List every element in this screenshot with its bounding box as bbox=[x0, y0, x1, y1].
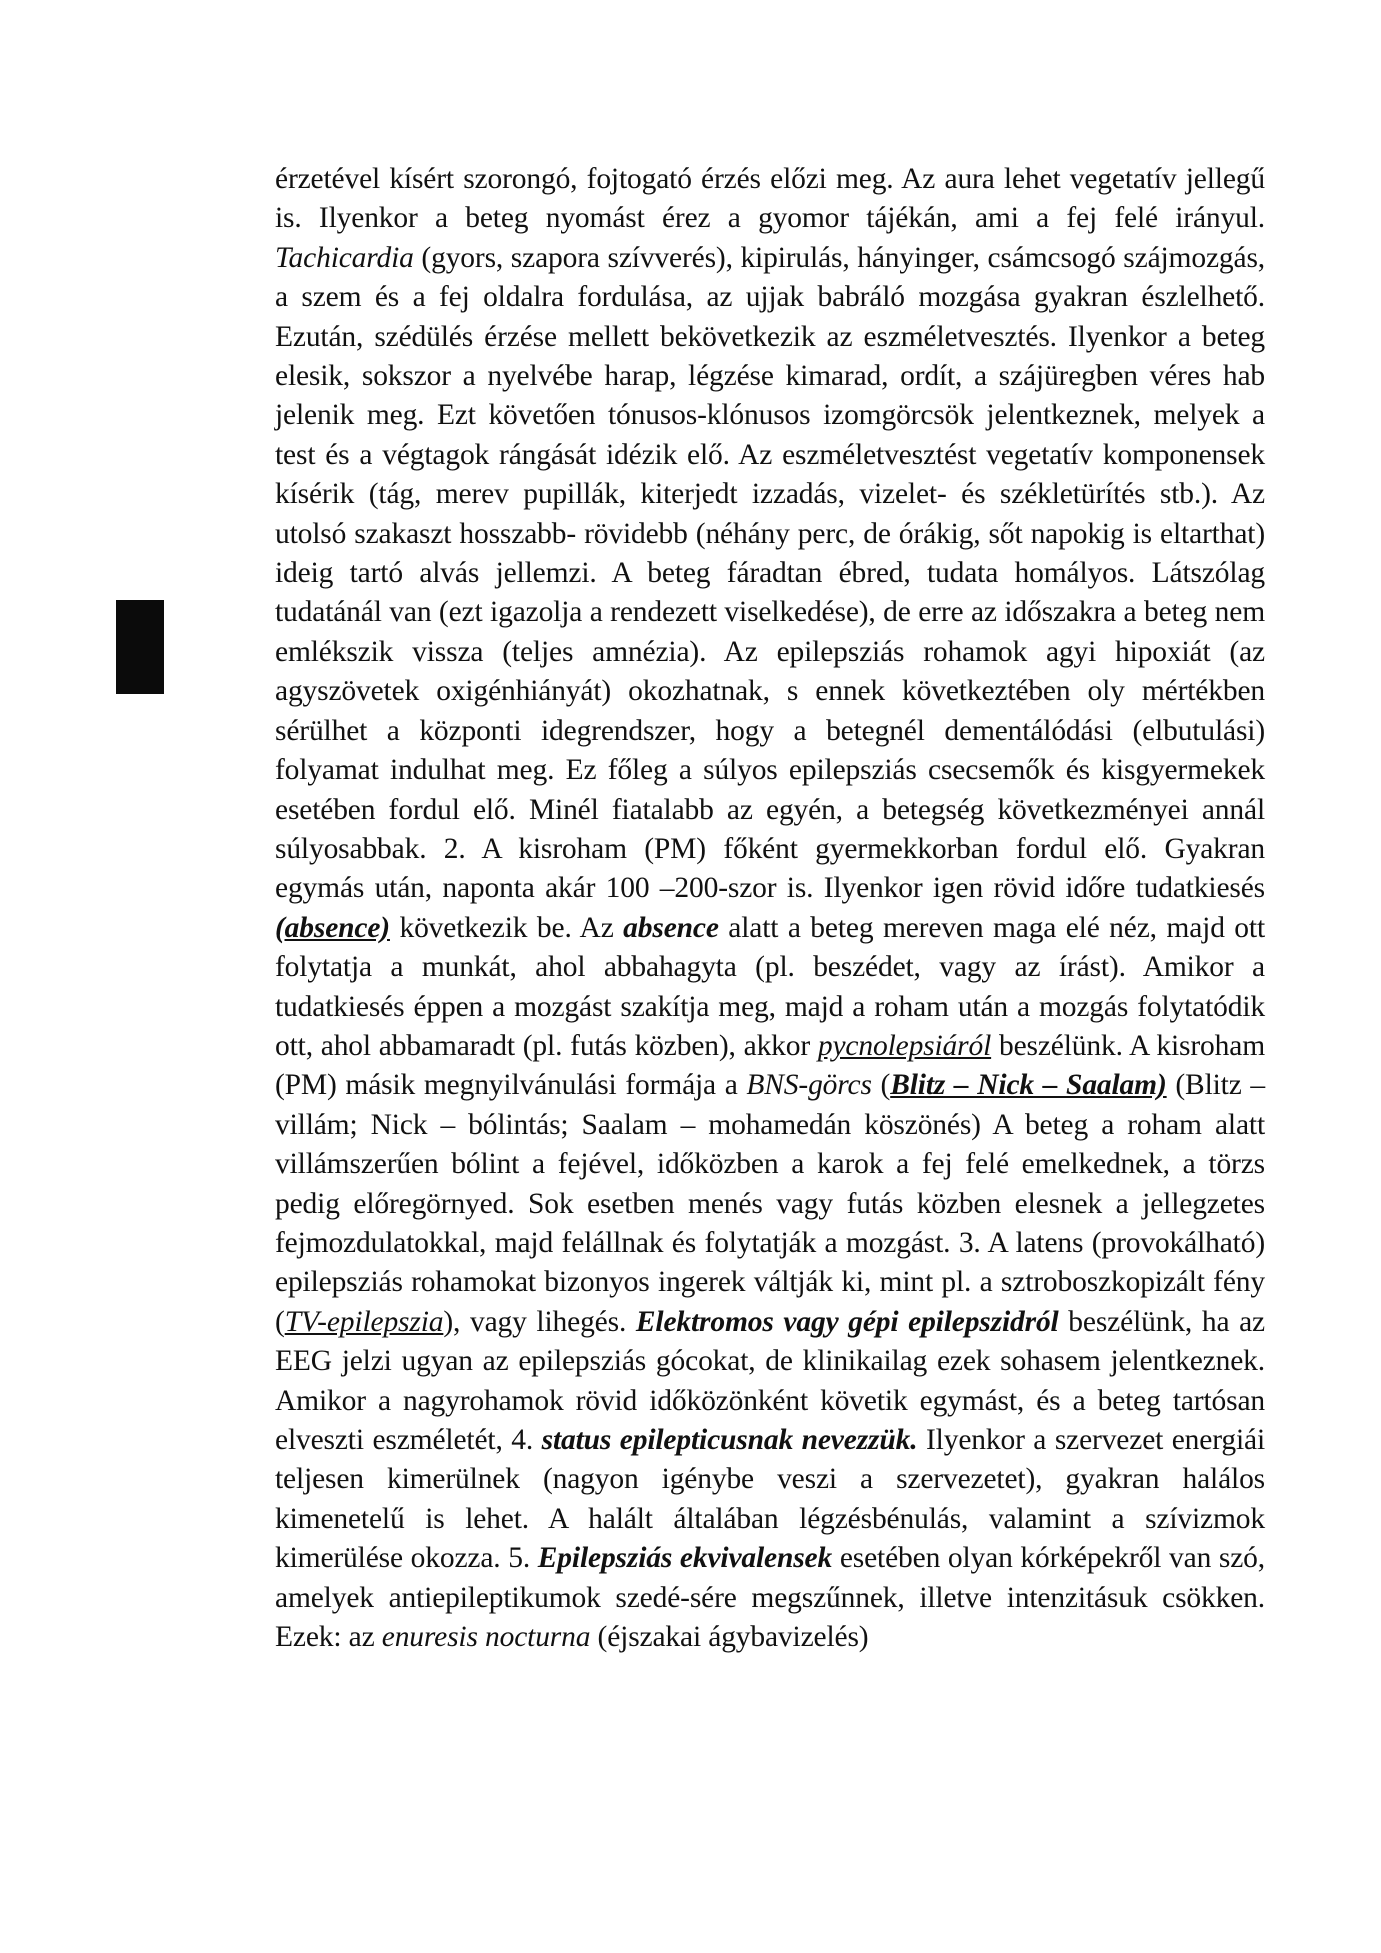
emphasized-term: BNS-görcs bbox=[746, 1069, 872, 1102]
emphasized-term: Tachicardia bbox=[275, 241, 414, 274]
emphasized-term: pycnolepsiáról bbox=[817, 1029, 992, 1062]
paragraph bbox=[275, 160, 1265, 1657]
text-run: beszélünk, ha az EEG jelzi ugyan az epilepsziás gócokat, de klinikailag ezek sohasem jelentkeznek. Amikor a nagyrohamok rövid időközönként követik egymást, és a beteg tartósan elveszti eszméletét, 4. bbox=[275, 1305, 1265, 1456]
emphasized-term: Blitz – Nick – Saalam) bbox=[890, 1069, 1167, 1102]
text-run: érzetével kísért szorongó, fojtogató érzés előzi meg. Az aura lehet vegetatív jellegű is. Ilyenkor a beteg nyomást érez a gyomor tájékán, ami a fej felé irányul. bbox=[275, 163, 1265, 235]
underlined-term bbox=[275, 912, 390, 944]
text-run: (Blitz – villám; Nick – bólintás; Saalam – mohamedán köszönés) A beteg a roham alatt villámszerűen bólint a fejével, időközben a karok a fej felé emelkednek, a törzs pedig előregörnyed. Sok esetben menés vagy futás közben elesnek a jellegzetes fejmozdulatokkal, majd felállnak és folytatják a mozgást. 3. A latens (provokálható) epilepsziás rohamokat bizonyos ingerek váltják ki, mint pl. a sztroboszkopizált fény ( bbox=[275, 1069, 1265, 1338]
text-run: (gyors, szapora szívverés), kipirulás, hányinger, csámcsogó szájmozgás, a szem és a fej oldalra fordulása, az ujjak babráló mozgása gyakran észlelhető. Ezután, szédülés érzése mellett bekövetkezik az eszméletvesztés. Ilyenkor a beteg elesik, sokszor a nyelvébe harap, légzése kimarad, ordít, a szájüregben véres hab jelenik meg. Ezt követően tónusos-klónusos izomgörcsök jelentkeznek, melyek a test és a végtagok rángását idézik elő. Az eszméletvesztést vegetatív komponensek kísérik (tág, merev pupillák, kiterjedt izzadás, vizelet- és székletürítés stb.). Az utolsó szakaszt hosszabb- rövidebb (néhány perc, de órákig, sőt napokig is eltarthat) ideig tartó alvás jellemzi. A beteg fáradtan ébred, tudata homályos. Látszólag tudatánál van (ezt igazolja a rendezett viselkedése), de erre az időszakra a beteg nem emlékszik vissza (teljes amnézia). Az epilepsziás rohamok agyi hipoxiát (az agyszövetek oxigénhiányát) okozhatnak, s ennek következtében oly mértékben sérülhet a központi idegrendszer, hogy a betegnél dementálódási (elbutulási) folyamat indulhat meg. Ez főleg a súlyos epilepsziás csecsemők és kisgyermekek esetében fordul elő. Minél fiatalabb az egyén, a betegség következményei annál súlyosabbak. 2. A kisroham (PM) főként gyermekkorban fordul elő. Gyakran egymás után, naponta akár 100 –200-szor is. Ilyenkor igen rövid időre tudatkiesés bbox=[275, 241, 1265, 905]
text-run: Ilyenkor a szervezet energiái teljesen kimerülnek (nagyon igénybe veszi a szervezetet), gyakran halálos kimenetelű is lehet. A halált általában légzésbénulás, valamint a szívizmok kimerülése okozza. 5. bbox=[275, 1424, 1266, 1575]
text-run: ( bbox=[871, 1069, 891, 1102]
emphasized-term: Elektromos vagy gépi epilepszidról bbox=[635, 1305, 1059, 1338]
text-run: (éjszakai ágybavizelés) bbox=[590, 1621, 869, 1654]
text-run: esetében olyan kórképekről van szó, amelyek antiepileptikumok szedé-sére megszűnnek, illetve intenzitásuk csökken. Ezek: az bbox=[275, 1542, 1265, 1654]
emphasized-term: Epilepsziás ekvivalensek bbox=[537, 1542, 833, 1575]
margin-marker bbox=[116, 600, 164, 694]
body-text bbox=[275, 160, 1265, 1657]
underlined-term bbox=[890, 1069, 1166, 1101]
emphasized-term: status epilepticusnak nevezzük. bbox=[541, 1424, 918, 1456]
underlined-term bbox=[285, 1306, 444, 1338]
emphasized-term: TV-epilepszia bbox=[284, 1305, 444, 1338]
text-run: beszélünk. A kisroham (PM) másik megnyilvánulási formája a bbox=[275, 1029, 1265, 1102]
emphasized-term: (absence) bbox=[275, 911, 390, 944]
underlined-term bbox=[818, 1030, 991, 1062]
text-run: következik be. Az bbox=[389, 911, 624, 944]
emphasized-term: absence bbox=[623, 911, 719, 944]
text-run: ), vagy lihegés. bbox=[443, 1305, 636, 1338]
emphasized-term: enuresis nocturna bbox=[381, 1621, 591, 1654]
text-run: alatt a beteg mereven maga elé néz, majd ott folytatja a munkát, ahol abbahagyta (pl. beszédet, vagy az írást). Amikor a tudatkiesés éppen a mozgást szakítja meg, majd a roham után a mozgás folytatódik ott, ahol abbamaradt (pl. futás közben), akkor bbox=[275, 911, 1265, 1062]
